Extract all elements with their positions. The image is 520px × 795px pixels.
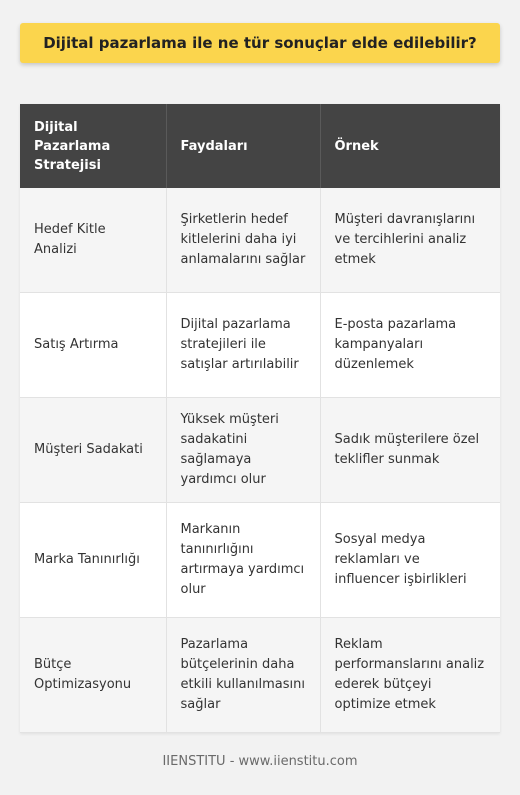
example-cell: Sosyal medya reklamları ve influencer işbirlikleri bbox=[320, 503, 500, 618]
strategy-cell: Satış Artırma bbox=[20, 293, 166, 398]
column-header-example: Örnek bbox=[320, 104, 500, 188]
example-cell: Müşteri davranışlarını ve tercihlerini analiz etmek bbox=[320, 188, 500, 293]
benefit-cell: Pazarlama bütçelerinin daha etkili kullanılmasını sağlar bbox=[166, 618, 320, 733]
benefit-cell: Şirketlerin hedef kitlelerini daha iyi anlamalarını sağlar bbox=[166, 188, 320, 293]
strategy-cell: Bütçe Optimizasyonu bbox=[20, 618, 166, 733]
table-row bbox=[20, 503, 500, 618]
table-header-row bbox=[20, 104, 500, 188]
example-cell: Sadık müşterilere özel teklifler sunmak bbox=[320, 398, 500, 503]
table-row bbox=[20, 398, 500, 503]
table-row bbox=[20, 188, 500, 293]
example-cell: E-posta pazarlama kampanyaları düzenlemek bbox=[320, 293, 500, 398]
strategy-cell: Müşteri Sadakati bbox=[20, 398, 166, 503]
footer-credit: IIENSTITU - www.iienstitu.com bbox=[162, 754, 358, 769]
strategy-cell: Hedef Kitle Analizi bbox=[20, 188, 166, 293]
example-cell: Reklam performanslarını analiz ederek bütçeyi optimize etmek bbox=[320, 618, 500, 733]
benefit-cell: Markanın tanınırlığını artırmaya yardımcı olur bbox=[166, 503, 320, 618]
strategy-cell: Marka Tanınırlığı bbox=[20, 503, 166, 618]
table-row bbox=[20, 293, 500, 398]
table-row bbox=[20, 618, 500, 733]
strategy-table bbox=[20, 104, 500, 733]
benefit-cell: Yüksek müşteri sadakatini sağlamaya yardımcı olur bbox=[166, 398, 320, 503]
benefit-cell: Dijital pazarlama stratejileri ile satışlar artırılabilir bbox=[166, 293, 320, 398]
page-title: Dijital pazarlama ile ne tür sonuçlar elde edilebilir? bbox=[20, 23, 500, 63]
column-header-strategy: Dijital Pazarlama Stratejisi bbox=[20, 104, 166, 188]
column-header-benefits: Faydaları bbox=[166, 104, 320, 188]
